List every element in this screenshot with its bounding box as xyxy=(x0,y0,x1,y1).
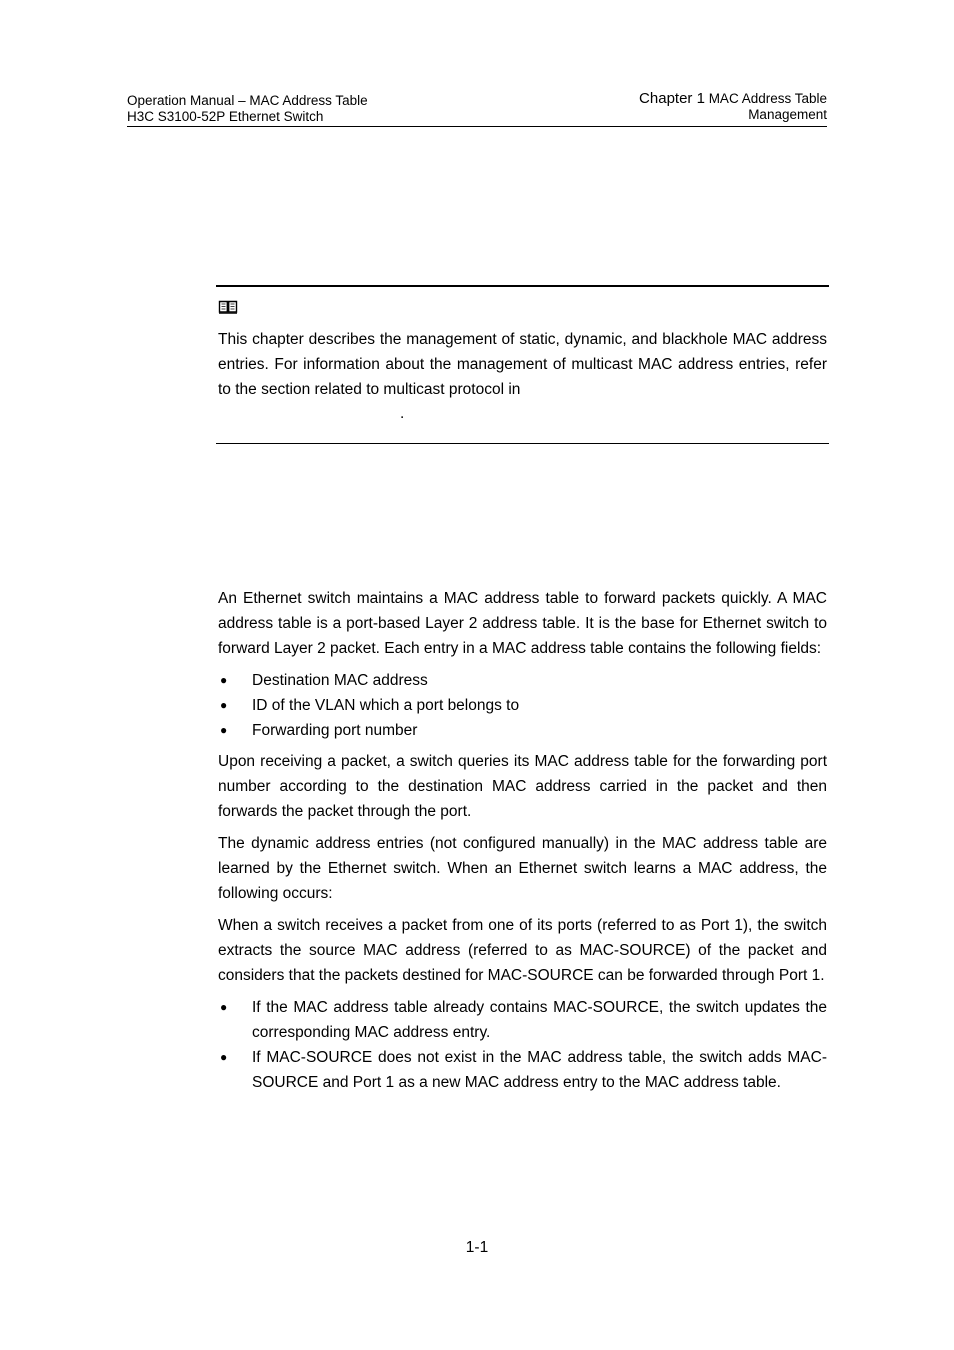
running-header-right xyxy=(639,91,827,123)
bullet-icon: ● xyxy=(220,1000,228,1014)
note-text: This chapter describes the management of static, dynamic, and blackhole MAC address entries. For information about the management of multicast MAC address entries, refer to the section related to multicast protocol in xyxy=(218,331,827,398)
list-item: ● ID of the VLAN which a port belongs to xyxy=(218,693,827,718)
manual-title: Operation Manual – MAC Address Table xyxy=(127,93,368,108)
bullet-icon: ● xyxy=(220,698,228,712)
page-number: 1-1 xyxy=(465,1239,489,1256)
entry-fields-list xyxy=(218,668,827,743)
forwarding-paragraph: Upon receiving a packet, a switch queries its MAC address table for the forwarding port number according to the destination MAC address carried in the packet and then forwards the packet through the port. xyxy=(218,753,827,820)
bullet-icon: ● xyxy=(220,723,228,737)
bullet-icon: ● xyxy=(220,673,228,687)
list-item: ● Destination MAC address xyxy=(218,668,827,693)
note-trailing-period: . xyxy=(400,405,405,422)
list-item: ● If MAC-SOURCE does not exist in the MAC address table, the switch adds MAC-SOURCE and Port 1 as a new MAC address entry to the MAC address table. xyxy=(218,1045,827,1095)
learning-paragraph: The dynamic address entries (not configured manually) in the MAC address table are learned by the Ethernet switch. When an Ethernet switch learns a MAC address, the following occurs: xyxy=(218,835,827,902)
product-name: H3C S3100-52P Ethernet Switch xyxy=(127,109,324,124)
header-rule xyxy=(127,126,827,127)
learning-cases-list xyxy=(218,995,827,1095)
book-icon xyxy=(218,299,238,315)
intro-paragraph: An Ethernet switch maintains a MAC address table to forward packets quickly. A MAC address table is a port-based Layer 2 address table. It is the base for Ethernet switch to forward Layer 2 packet. Each entry in a MAC address table contains the following fields: xyxy=(218,590,827,657)
list-item: ● Forwarding port number xyxy=(218,718,827,743)
chapter-title-line1: MAC Address Table xyxy=(708,91,827,106)
note-top-rule xyxy=(216,285,829,287)
bullet-icon: ● xyxy=(220,1050,228,1064)
chapter-title-line2: Management xyxy=(748,107,827,122)
chapter-number: Chapter 1 xyxy=(639,90,705,107)
list-item: ● If the MAC address table already contains MAC-SOURCE, the switch updates the corresponding MAC address entry. xyxy=(218,995,827,1045)
port-paragraph: When a switch receives a packet from one of its ports (referred to as Port 1), the switch extracts the source MAC address (referred to as MAC-SOURCE) of the packet and considers that the packets destined for MAC-SOURCE can be forwarded through Port 1. xyxy=(218,917,827,984)
note-bottom-rule xyxy=(216,443,829,444)
main-content xyxy=(218,586,827,1101)
running-header-left xyxy=(127,93,368,125)
